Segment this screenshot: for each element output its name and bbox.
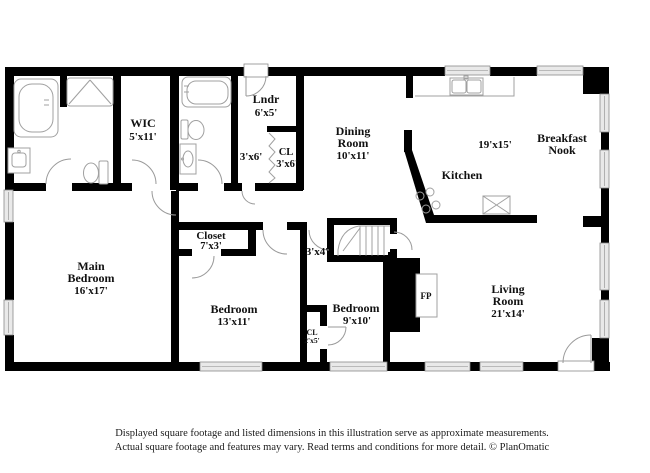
svg-text:Bedroom: Bedroom (332, 301, 380, 315)
walls (5, 67, 610, 371)
door-arc (198, 160, 222, 184)
door-arc (263, 230, 287, 254)
room-label-bedroom-13 (210, 302, 257, 328)
door-arc (132, 160, 156, 184)
svg-text:Room: Room (337, 136, 369, 150)
stairs-icon (338, 226, 390, 256)
door-arc (192, 256, 214, 278)
room-label-main-bedroom (67, 259, 114, 297)
svg-text:19'x15': 19'x15' (478, 139, 512, 151)
svg-text:Bedroom: Bedroom (210, 302, 258, 316)
disclaimer (115, 428, 550, 453)
svg-text:Nook: Nook (548, 143, 576, 157)
toilet-icon (181, 120, 204, 140)
door-arc (394, 232, 412, 250)
room-label-bedroom-9 (332, 301, 379, 327)
svg-text:FP: FP (420, 291, 432, 301)
room-label-wic (129, 116, 157, 143)
bathtub-icon (14, 79, 58, 137)
kitchen-sink-icon (450, 76, 483, 95)
svg-text:Main: Main (77, 259, 105, 273)
fireplace-label (421, 291, 432, 301)
room-label-living (491, 282, 525, 320)
door-frame (244, 64, 268, 77)
svg-text:CL: CL (278, 147, 294, 158)
room-label-closet-upper (276, 147, 298, 170)
toilet-icon (84, 161, 109, 184)
pantry-icon (483, 196, 510, 214)
bathtub-icon (182, 77, 231, 107)
sink-icon (180, 144, 196, 174)
svg-text:WIC: WIC (130, 116, 156, 130)
room-label-dining (336, 124, 371, 162)
svg-text:CL: CL (306, 328, 318, 337)
sink-icon (8, 148, 30, 173)
svg-text:3'x6': 3'x6' (239, 151, 263, 163)
svg-text:10'x11': 10'x11' (336, 150, 370, 162)
svg-text:6'x5': 6'x5' (254, 107, 278, 119)
room-label-hall-upper (240, 151, 263, 163)
disclaimer-line-2: Actual square footage and features may vary. Read terms and conditions for more detail. © PlanOmatic (114, 442, 550, 453)
svg-text:Bedroom: Bedroom (67, 271, 115, 285)
fireplace-mass (388, 258, 420, 332)
svg-text:2'x5': 2'x5' (304, 336, 320, 345)
door-arc (46, 159, 71, 184)
disclaimer-line-1: Displayed square footage and listed dimensions in this illustration serve as approximate measurements. (115, 428, 549, 439)
room-label-closet-lower (304, 328, 319, 345)
svg-text:9'x10': 9'x10' (342, 315, 372, 327)
svg-text:3'x4': 3'x4' (305, 246, 329, 258)
door-arc (328, 327, 346, 345)
room-label-closet (196, 230, 226, 252)
svg-text:Kitchen: Kitchen (441, 168, 483, 182)
accordion-door-icon (269, 133, 275, 183)
svg-text:13'x11': 13'x11' (217, 316, 251, 328)
svg-text:Lndr: Lndr (252, 92, 280, 106)
svg-text:3'x6': 3'x6' (276, 159, 298, 170)
svg-text:Living: Living (491, 282, 525, 296)
svg-text:Room: Room (492, 294, 524, 308)
svg-text:16'x17': 16'x17' (74, 285, 108, 297)
room-label-kitchen (442, 139, 512, 182)
svg-text:Breakfast: Breakfast (537, 131, 587, 145)
svg-text:7'x3': 7'x3' (200, 241, 222, 252)
room-label-hall-lower (306, 246, 329, 258)
door-arc (563, 335, 591, 363)
svg-text:Dining: Dining (335, 124, 371, 138)
door-arc (242, 191, 255, 204)
shower-icon (67, 78, 113, 106)
svg-text:5'x11': 5'x11' (129, 131, 157, 143)
svg-text:21'x14': 21'x14' (491, 308, 525, 320)
room-label-laundry (253, 92, 280, 119)
room-label-breakfast-nook (537, 131, 587, 157)
svg-text:Closet: Closet (196, 230, 226, 242)
